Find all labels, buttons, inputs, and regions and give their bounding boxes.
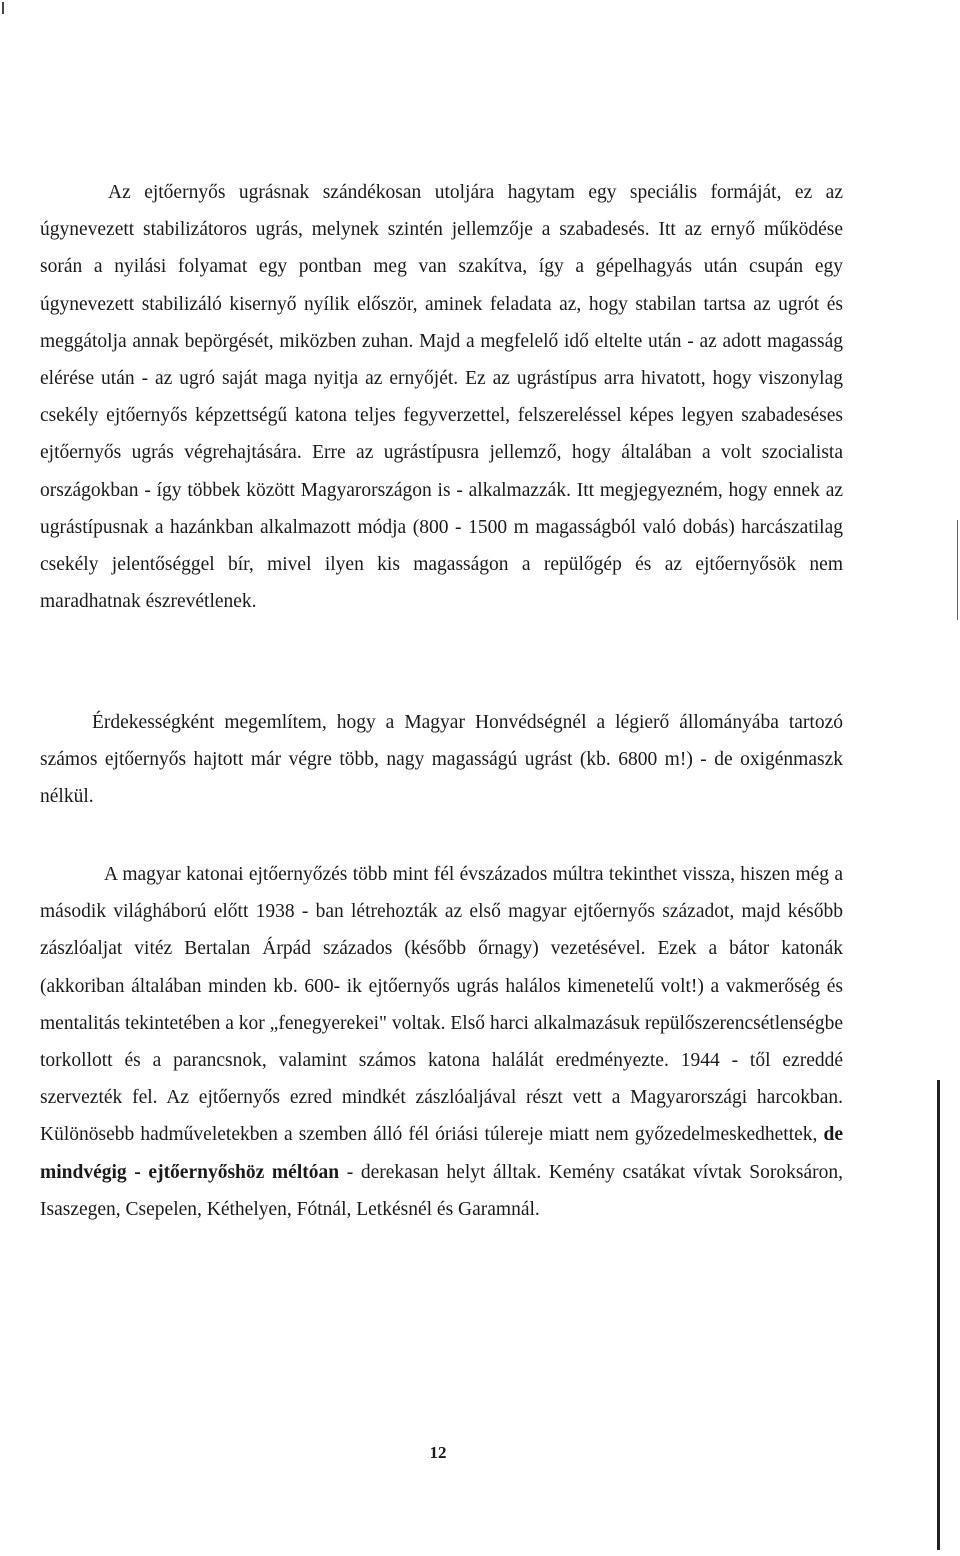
paragraph-text: A magyar katonai ejtőernyőzés több mint fél évszázados múltra tekinthet vissza, hiszen még a második világháború előtt 1938 - ban létrehozták az első magyar ejtőernyős századot, majd később zászlóaljat vitéz Bertalan Árpád százados (később őrnagy) vezetésével. Ezek a bátor katonák (akkoriban általában minden kb. 600- ik ejtőernyős ugrás halálos kimenetelű volt!) a vakmerőség és mentalitás tekintetében a kor „fenegyerekei" voltak. Első harci alkalmazásuk repülőszerencsétlenségbe torkollott és a parancsnok, valamint számos katona halálát eredményezte. 1944 - től ezreddé szervezték fel. Az ejtőernyős ezred mindkét zászlóaljával részt vett a Magyarországi harcokban. Különösebb hadműveletekben a szemben álló fél óriási túlereje miatt nem győzedelmeskedhettek, xyxy=(40,864,843,1146)
paragraph-history xyxy=(40,856,843,1228)
paragraph-text: - derekasan helyt álltak. Kemény csatákat vívtak Soroksáron, Isaszegen, Csepelen, Kéthelyen, Fótnál, Letkésnél és Garamnál. xyxy=(40,1161,844,1220)
paragraph-high-altitude xyxy=(40,704,843,816)
bold-phrase: de mindvégig - ejtőernyőshöz méltóan xyxy=(40,1124,843,1183)
scan-edge-mark xyxy=(2,2,4,14)
scan-artifact-line xyxy=(937,1080,940,1550)
paragraph-text: Érdekességként megemlítem, hogy a Magyar Honvédségnél a légierő állományába tartozó számos ejtőernyős hajtott már végre több, nagy magasságú ugrást (kb. 6800 m!) - de oxigénmaszk nélkül. xyxy=(40,712,843,808)
page-number: 12 xyxy=(429,1443,447,1462)
scan-artifact-line xyxy=(957,520,958,620)
paragraph-stabilizer-jump xyxy=(40,174,843,620)
paragraph-text: Az ejtőernyős ugrásnak szándékosan utoljára hagytam egy speciális formáját, ez az úgynevezett stabilizátoros ugrás, melynek szintén jellemzője a szabadesés. Itt az ernyő működése során a nyilási folyamat egy pontban meg van szakítva, így a gépelhagyás után csupán egy úgynevezett stabilizáló kisernyő nyílik először, aminek feladata az, hogy stabilan tartsa az ugrót és meggátolja annak bepörgését, miközben zuhan. Majd a megfelelő idő eltelte után - az adott magasság elérése után - az ugró saját maga nyitja az ernyőjét. Ez az ugrástípus arra hivatott, hogy viszonylag csekély ejtőernyős képzettségű katona teljes fegyverzettel, felszereléssel képes legyen szabadeséses ejtőernyős ugrás végrehajtására. Erre az ugrástípusra jellemző, hogy általában a volt szocialista országokban - így többek között Magyarországon is - alkalmazzák. Itt megjegyezném, hogy ennek az ugrástípusnak a hazánkban alkalmazott módja (800 - 1500 m magasságból való dobás) harcászatilag csekély jelentőséggel bír, mivel ilyen kis magasságon a repülőgép és az ejtőernyősök nem maradhatnak észrevétlenek. xyxy=(40,182,843,613)
